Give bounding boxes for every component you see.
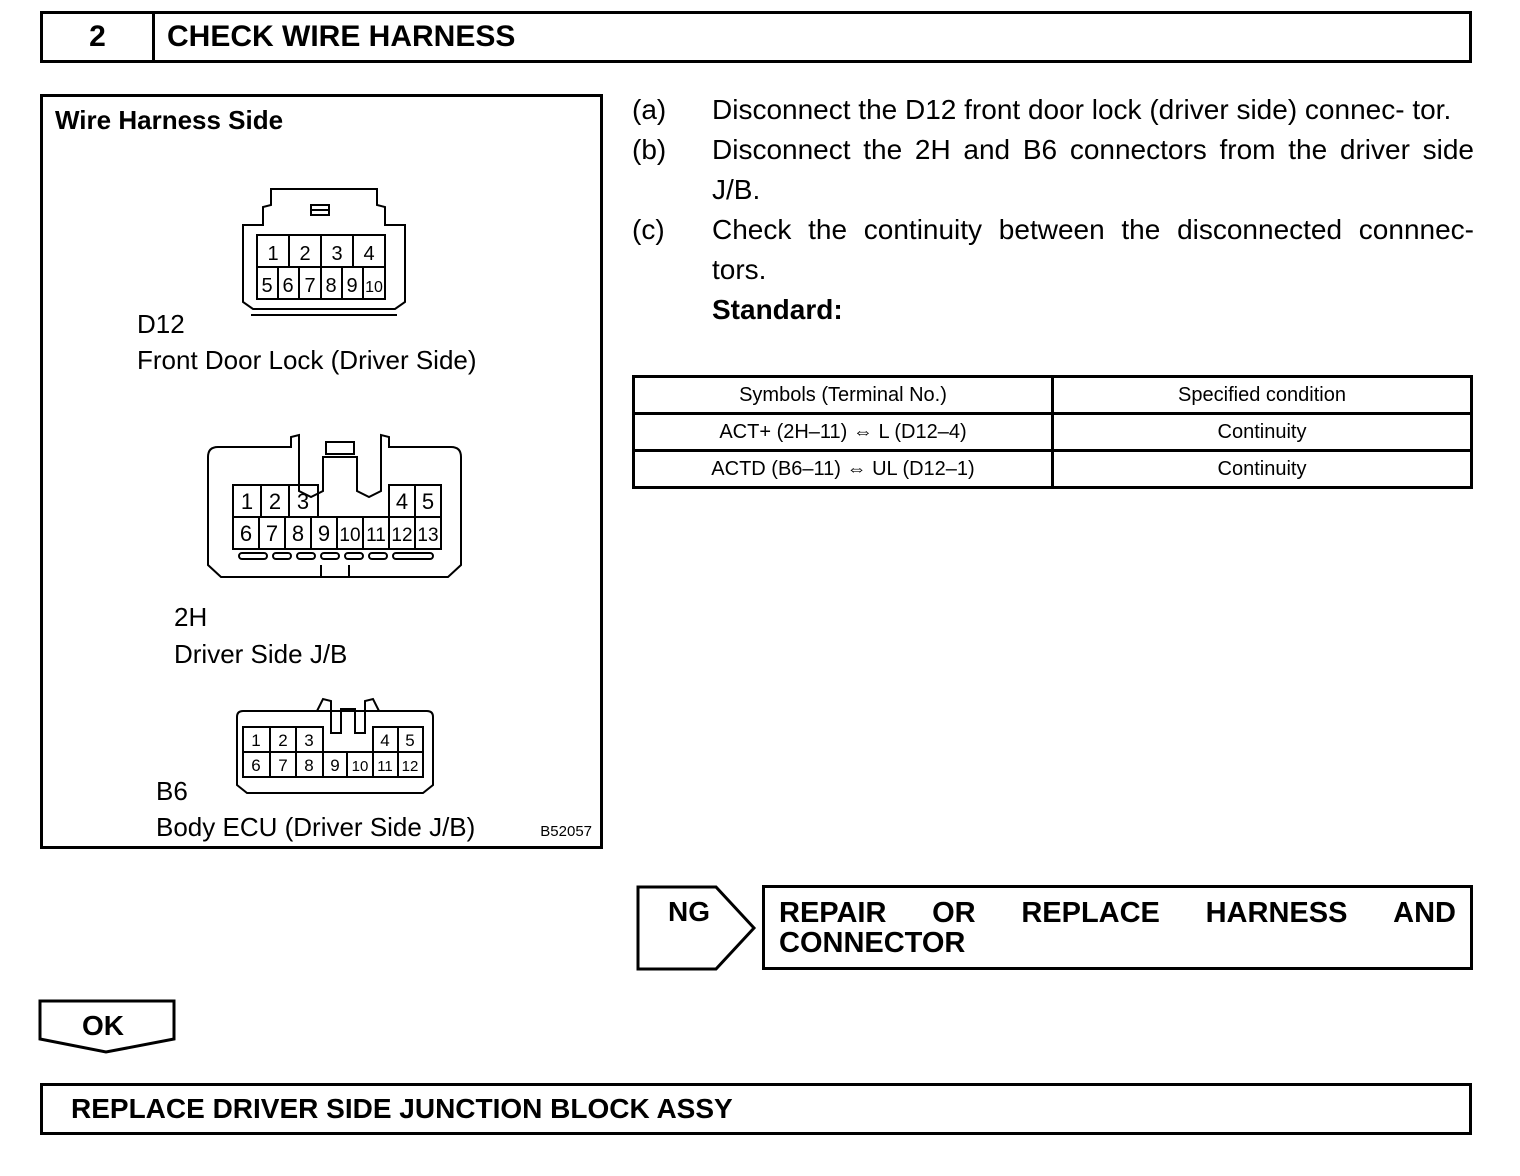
step-text: Check the continuity between the disconnected connnec- tors. (712, 214, 1474, 285)
table-cell: ACTD (B6–11) ⇔ UL (D12–1) (634, 451, 1053, 488)
standard-table (632, 375, 1473, 489)
step-header (40, 11, 1472, 63)
wire-harness-figure (40, 94, 603, 849)
2h-pin: 7 (265, 521, 279, 546)
ng-word: AND (1393, 897, 1456, 929)
b6-pin: 7 (278, 756, 288, 775)
connector-diagrams (43, 97, 606, 852)
step-number: 2 (43, 14, 155, 60)
d12-pin: 2 (299, 243, 311, 265)
step-text: Disconnect the D12 front door lock (driver side) connec- tor. (712, 94, 1452, 125)
b6-pin: 8 (304, 756, 314, 775)
step-item (632, 130, 1474, 210)
figure-title: Wire Harness Side (55, 105, 284, 135)
ng-action-line (779, 898, 1456, 928)
step-text: Disconnect the 2H and B6 connectors from the driver side J/B. (712, 134, 1474, 205)
figure-code: B52057 (540, 823, 592, 840)
d12-pin-labels (261, 243, 383, 297)
table-header-row (634, 377, 1472, 414)
2h-pin: 1 (240, 489, 254, 514)
table-row (634, 414, 1472, 451)
ng-action-line: CONNECTOR (779, 927, 966, 959)
procedure-steps (632, 90, 1474, 330)
d12-pin: 1 (267, 243, 279, 265)
b6-pin: 9 (330, 756, 340, 775)
ng-label: NG (668, 896, 710, 927)
2h-connector-id: 2H (174, 602, 208, 632)
d12-pin: 5 (261, 275, 273, 297)
b6-pin: 2 (278, 731, 288, 750)
table-header: Symbols (Terminal No.) (634, 377, 1053, 414)
b6-pin: 11 (377, 758, 393, 775)
2h-pin: 2 (268, 489, 282, 514)
b6-pin: 3 (304, 731, 314, 750)
b6-pin: 6 (251, 756, 261, 775)
table-header: Specified condition (1053, 377, 1472, 414)
step-letter: (c) (632, 214, 665, 245)
b6-pin: 1 (251, 731, 261, 750)
step-item (632, 90, 1474, 130)
d12-pin: 4 (363, 243, 375, 265)
table-cell: ACT+ (2H–11) ⇔ L (D12–4) (634, 414, 1053, 451)
2h-pin: 5 (421, 489, 435, 514)
ok-label: OK (82, 1010, 124, 1041)
b6-pin: 12 (401, 758, 419, 775)
d12-pin: 7 (304, 275, 316, 297)
table-cell: Continuity (1053, 451, 1472, 488)
ng-word: OR (932, 897, 976, 929)
ng-word: HARNESS (1205, 897, 1348, 929)
2h-pin: 6 (239, 521, 253, 546)
b6-connector-name: Body ECU (Driver Side J/B) (156, 812, 476, 842)
step-letter: (a) (632, 94, 667, 125)
b6-pin: 4 (380, 731, 390, 750)
standard-label: Standard: (712, 294, 843, 325)
2h-pin: 8 (291, 521, 305, 546)
d12-pin: 9 (346, 275, 358, 297)
d12-pin: 3 (331, 243, 343, 265)
b6-connector-drawing (237, 699, 433, 793)
b6-pin: 10 (351, 758, 369, 775)
step-letter: (b) (632, 134, 667, 165)
2h-pin: 12 (391, 525, 413, 546)
step-item (632, 210, 1474, 290)
table-cell: Continuity (1053, 414, 1472, 451)
d12-connector-name: Front Door Lock (Driver Side) (137, 345, 477, 375)
final-action-box: REPLACE DRIVER SIDE JUNCTION BLOCK ASSY (40, 1083, 1472, 1135)
d12-pin: 6 (282, 275, 294, 297)
2h-pin: 13 (417, 525, 439, 546)
d12-connector-id: D12 (137, 309, 185, 339)
2h-pin: 4 (395, 489, 409, 514)
2h-pin: 11 (366, 525, 386, 546)
b6-connector-id: B6 (156, 776, 188, 806)
2h-pin: 10 (339, 525, 361, 546)
ng-word: REPAIR (779, 897, 887, 929)
table-row (634, 451, 1472, 488)
ng-action-box (762, 885, 1473, 970)
d12-pin: 10 (365, 279, 383, 296)
step-title: CHECK WIRE HARNESS (167, 20, 516, 53)
2h-pin: 9 (317, 521, 331, 546)
2h-pin: 3 (296, 489, 310, 514)
2h-connector-name: Driver Side J/B (174, 639, 348, 669)
b6-pin: 5 (405, 731, 415, 750)
d12-pin: 8 (325, 275, 337, 297)
ng-word: REPLACE (1021, 897, 1160, 929)
